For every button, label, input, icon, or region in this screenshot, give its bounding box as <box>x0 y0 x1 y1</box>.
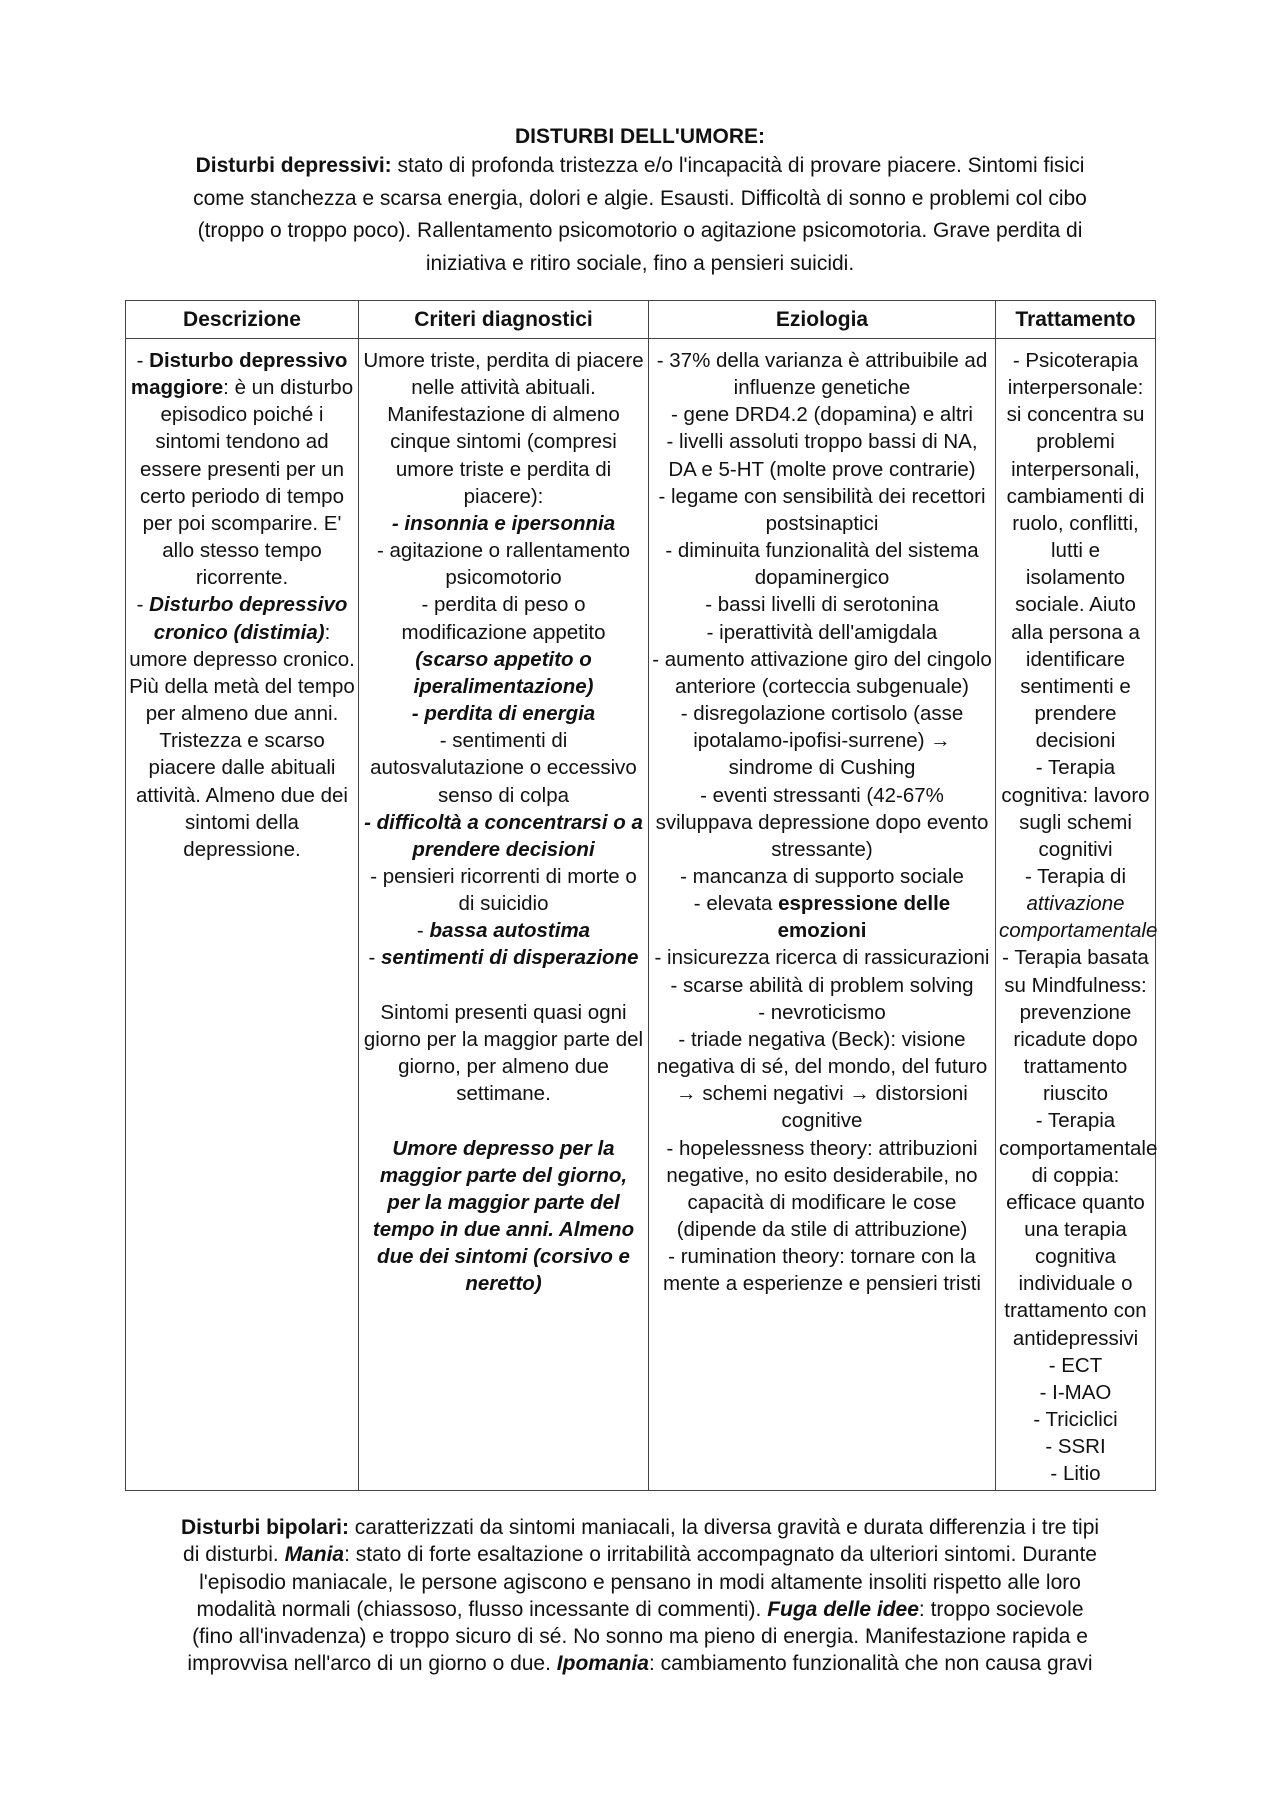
etiology-item: - hopelessness theory: attribuzioni negative, no esito desiderabile, no capacità di modificare le cose (dipende da stile di attribuzione) <box>666 1136 978 1241</box>
header-trattamento: Trattamento <box>996 301 1156 339</box>
criteria-prefix: - <box>416 919 430 943</box>
depression-table <box>125 300 1156 1491</box>
criteria-item: - perdita di energia <box>411 702 596 726</box>
etiology-item: - bassi livelli di serotonina <box>705 593 939 617</box>
treatment-item: - SSRI <box>1045 1435 1106 1459</box>
desc-chronic-term: Disturbo depressivo cronico (distimia) <box>149 593 348 644</box>
table-header-row <box>126 301 1156 339</box>
etiology-item: - iperattività dell'amigdala <box>706 620 938 644</box>
desc-major-text: : è un disturbo episodico poiché i sintomi tendono ad essere presenti per un certo periodo di tempo per poi scomparire. E' allo stesso tempo ricorrente. <box>140 376 354 590</box>
desc-major-prefix: - <box>136 349 150 372</box>
etiology-item: - gene DRD4.2 (dopamina) e altri <box>671 403 973 427</box>
etiology-item: - nevroticismo <box>758 1000 886 1024</box>
term-fuga-idee: Fuga delle idee <box>767 1597 919 1621</box>
etiology-item: - diminuita funzionalità del sistema dopaminergico <box>665 539 979 590</box>
treatment-item: - Terapia comportamentale di coppia: efficace quanto una terapia cognitiva individuale o trattamento con antidepressivi <box>999 1109 1158 1350</box>
etiology-item: - scarse abilità di problem solving <box>670 973 974 997</box>
intro-line-1: stato di profonda tristezza e/o l'incapacità di provare piacere. Sintomi fisici <box>391 154 1085 177</box>
bipolar-line: : cambiamento funzionalità che non causa gravi <box>648 1652 1093 1676</box>
treatment-item: - Triciclici <box>1033 1408 1118 1432</box>
criteria-item <box>417 919 590 942</box>
intro-line-3: (troppo o troppo poco). Rallentamento psicomotorio o agitazione psicomotoria. Grave perdita di <box>197 219 1083 242</box>
header-criteri: Criteri diagnostici <box>359 301 649 339</box>
criteria-item: - sentimenti di autosvalutazione o eccessivo senso di colpa <box>370 729 637 807</box>
bipolar-line: modalità normali (chiassoso, flusso incessante di commenti). <box>196 1597 768 1621</box>
etiology-item: - aumento attivazione giro del cingolo anteriore (corteccia subgenuale) <box>652 647 992 698</box>
desc-major-paragraph <box>131 349 353 589</box>
criteria-duration: Sintomi presenti quasi ogni giorno per la maggior parte del giorno, per almeno due settimane. <box>363 1000 644 1106</box>
etiology-item: - eventi stressanti (42-67% sviluppava depressione dopo evento stressante) <box>655 783 989 861</box>
intro-label: Disturbi depressivi: <box>195 154 392 177</box>
bipolar-line: (fino all'invadenza) e troppo sicuro di sé. No sonno ma pieno di energia. Manifestazione rapida e <box>192 1625 1088 1649</box>
etiology-item: - livelli assoluti troppo bassi di NA, DA e 5-HT (molte prove contrarie) <box>666 430 978 481</box>
desc-chronic-paragraph <box>129 593 355 860</box>
cell-descrizione <box>126 339 359 1491</box>
criteria-prefix: - <box>368 946 382 970</box>
etiology-item: - rumination theory: tornare con la mente a esperienze e pensieri tristi <box>663 1245 981 1296</box>
desc-chronic-text: : umore depresso cronico. Più della metà del tempo per almeno due anni. Tristezza e scarso piacere dalle abituali attività. Almeno due dei sintomi della depressione. <box>129 620 355 861</box>
criteria-item: - insonnia e ipersonnia <box>391 511 616 535</box>
bipolar-line: improvvisa nell'arco di un giorno o due. <box>187 1652 557 1676</box>
criteria-intro: Umore triste, perdita di piacere nelle attività abituali. Manifestazione di almeno cinque sintomi (compresi umore triste e perdita di piacere): <box>363 349 644 508</box>
etiology-item: - disregolazione cortisolo (asse ipotalamo-ipofisi-surrene) → sindrome di Cushing <box>680 702 964 780</box>
treatment-item: - Litio <box>1050 1462 1101 1486</box>
treatment-item: - I-MAO <box>1039 1380 1112 1404</box>
criteria-item: - pensieri ricorrenti di morte o di suicidio <box>370 864 637 916</box>
page-title: DISTURBI DELL'UMORE: <box>515 125 765 148</box>
criteria-item: - agitazione o rallentamento psicomotorio <box>377 539 630 590</box>
criteria-item <box>369 946 639 969</box>
bipolar-label: Disturbi bipolari: <box>180 1516 349 1539</box>
header-eziologia: Eziologia <box>649 301 996 339</box>
intro-line-2: come stanchezza e scarsa energia, dolori e algie. Esausti. Difficoltà di sonno e problemi col cibo <box>193 186 1087 210</box>
criteria-dysthymia: Umore depresso per la maggior parte del giorno, per la maggior parte del tempo in due anni. Almeno due dei sintomi (corsivo e neretto) <box>372 1136 635 1296</box>
bipolar-line: l'episodio maniacale, le persone agiscono e pensano in modi altamente insoliti rispetto alle loro <box>199 1570 1081 1594</box>
term-mania: Mania <box>284 1543 345 1567</box>
criteria-term: bassa autostima <box>429 919 591 943</box>
desc-chronic-prefix: - <box>136 593 150 617</box>
bipolar-line: caratterizzati da sintomi maniacali, la diversa gravità e durata differenzia i tre tipi <box>348 1516 1100 1539</box>
etiology-item: - 37% della varianza è attribuibile ad influenze genetiche <box>656 349 988 400</box>
desc-major-term: Disturbo depressivo maggiore <box>130 349 348 400</box>
table-row <box>126 339 1156 1491</box>
treatment-item: - Psicoterapia interpersonale: si concentra su problemi interpersonali, cambiamenti di ruolo, conflitti, lutti e isolamento sociale. Aiuto alla persona a identificare sentimenti e prendere decisioni <box>1006 349 1145 753</box>
cell-trattamento <box>996 339 1156 1491</box>
etiology-prefix: - elevata <box>693 892 779 916</box>
criteria-item: (scarso appetito o iperalimentazione) <box>413 647 594 698</box>
criteria-item: - difficoltà a concentrarsi o a prendere decisioni <box>364 810 643 861</box>
etiology-item: - triade negativa (Beck): visione negativa di sé, del mondo, del futuro → schemi negativi → distorsioni cognitive <box>656 1027 988 1133</box>
treatment-item: - ECT <box>1048 1353 1103 1377</box>
cell-criteri <box>359 339 649 1491</box>
bipolar-paragraph <box>120 1514 1160 1678</box>
cell-eziologia <box>649 339 996 1491</box>
etiology-term: espressione delle emozioni <box>777 892 951 943</box>
treatment-prefix: - Terapia di <box>1024 864 1127 888</box>
intro-line-4: iniziativa e ritiro sociale, fino a pensieri suicidi. <box>425 251 855 275</box>
treatment-item: - Terapia cognitiva: lavoro sugli schemi cognitivi <box>1001 756 1150 861</box>
etiology-item: - mancanza di supporto sociale <box>680 864 964 888</box>
etiology-item: - legame con sensibilità dei recettori postsinaptici <box>658 484 986 535</box>
criteria-item: - perdita di peso o modificazione appetito <box>401 593 606 644</box>
etiology-item: - insicurezza ricerca di rassicurazioni <box>654 946 990 970</box>
bipolar-line: : troppo socievole <box>918 1597 1084 1621</box>
bipolar-line: di disturbi. <box>183 1543 285 1567</box>
header-descrizione: Descrizione <box>126 301 359 339</box>
treatment-term: attivazione comportamentale <box>999 892 1158 943</box>
criteria-term: sentimenti di disperazione <box>381 946 639 970</box>
term-ipomania: Ipomania <box>556 1652 649 1676</box>
treatment-item: - Terapia basata su Mindfulness: prevenzione ricadute dopo trattamento riuscito <box>1002 946 1149 1106</box>
intro-paragraph <box>125 150 1155 280</box>
etiology-item <box>694 892 950 942</box>
bipolar-line: : stato di forte esaltazione o irritabilità accompagnato da ulteriori sintomi. Durante <box>344 1543 1097 1567</box>
treatment-item <box>999 865 1157 942</box>
